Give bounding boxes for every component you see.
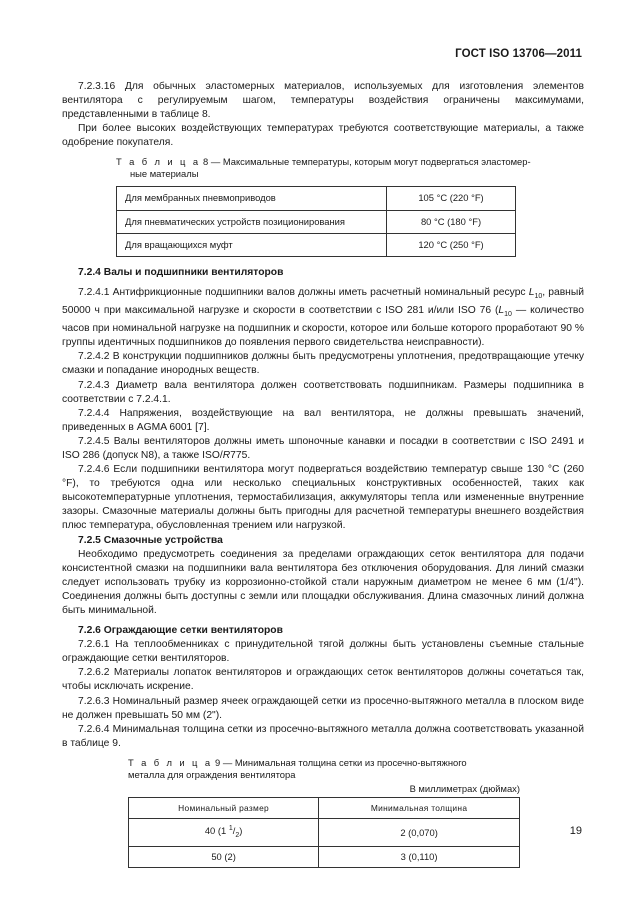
paragraph-7-2-4-5 <box>62 435 584 463</box>
table-row <box>129 819 520 847</box>
table9-unit: В миллиметрах (дюймах) <box>409 782 520 794</box>
table9-cell-thickness: 3 (0,110) <box>319 847 520 868</box>
table9-caption <box>128 757 520 781</box>
table9-header-col2: Минимальная толщина <box>319 797 520 818</box>
table-row <box>117 233 516 256</box>
table8-caption-line2: ные материалы <box>130 168 199 180</box>
section-heading-7-2-6: 7.2.6 Ограждающие сетки вентиляторов <box>78 625 283 637</box>
table9 <box>128 797 520 868</box>
table8-cell-value: 105 °С (220 °F) <box>387 187 516 210</box>
text-run: , равный 50000 ч при максимальной нагрузке и скорости в соответствии с ISO 281 и/или ISO 76 ( <box>62 286 584 316</box>
paragraph-7-2-5: Необходимо предусмотреть соединения за пределами ограждающих сеток вентилятора для подачи консистентной смазки на подшипники вала вентилятора без отключения оборудования. Для линий смазки следует использовать трубку из коррозионно-стойкой стали наружным диаметром не менее 6 мм (1/4"). Соединения должны быть доступны с земли или площадки обслуживания. Длина смазочных линий должна быть минимальной. <box>62 548 584 616</box>
paragraph-7-2-4-6: 7.2.4.6 Если подшипники вентилятора могут подвергаться воздействию температур свыше 130 °С (260 °F), то требуются одна или несколько специальных конструктивных особенностей, таких как высокотемпературные уплотнения, термостабилизация, аккумуляторы тепла или измененные внутренние зазоры. Смазочные материалы должны быть пригодны для расчетной температуры внешнего воздействия плюс температура, обусловленная трением или нагрузкой. <box>62 464 584 532</box>
paragraph-7-2-6-3: 7.2.6.3 Номинальный размер ячеек ограждающей сетки из просечно-вытяжного металла в плоском виде не должен превышать 50 мм (2"). <box>62 695 584 721</box>
text-run: 775. <box>230 449 251 461</box>
table-row <box>117 210 516 233</box>
text-run: 7.2.4.5 Валы вентиляторов должны иметь шпоночные канавки и посадки в соответствии с ISO 2491 и ISO 286 (допуск N8), а также ISO/ <box>62 435 584 461</box>
text-run: / <box>232 825 236 837</box>
paragraph-7-2-4-1 <box>62 286 584 350</box>
table8-cell-value: 120 °С (250 °F) <box>387 233 516 256</box>
paragraph-7-2-4-2: 7.2.4.2 В конструкции подшипников должны быть предусмотрены уплотнения, предотвращающие утечку смазки и попадание инородных веществ. <box>62 351 584 377</box>
table8-cell-label: Для вращающихся муфт <box>117 233 387 256</box>
paragraph-7-2-4-3: 7.2.4.3 Диаметр вала вентилятора должен соответствовать подшипникам. Размеры подшипника в соответствии с 7.2.4.1. <box>62 379 584 405</box>
text-run: 40 (1 <box>204 825 229 837</box>
paragraph-7-2-3-16: 7.2.3.16 Для обычных эластомерных материалов, используемых для изготовления элементов вентилятора с регулируемым шагом, температуры воздействия ограничены максимумами, представленными в таблице 8. <box>62 81 584 121</box>
document-body <box>62 80 584 868</box>
table8 <box>116 186 516 256</box>
text-run: L <box>498 304 505 316</box>
table9-block <box>128 757 520 868</box>
section-heading-7-2-4: 7.2.4 Валы и подшипники вентиляторов <box>78 266 284 278</box>
text-run: L <box>528 286 535 298</box>
table8-cell-label: Для мембранных пневмоприводов <box>117 187 387 210</box>
text-run: R <box>222 449 231 461</box>
table9-header-col1: Номинальный размер <box>129 797 319 818</box>
table-row <box>117 187 516 210</box>
text-run: 1 <box>228 825 233 833</box>
table9-caption-line2: металла для ограждения вентилятора <box>128 768 296 780</box>
table8-cell-value: 80 °С (180 °F) <box>387 210 516 233</box>
document-header: ГОСТ ISO 13706—2011 <box>455 48 582 60</box>
text-run: 2 <box>235 832 240 840</box>
text-run: 10 <box>504 311 512 319</box>
table9-cell-size: 50 (2) <box>129 847 319 868</box>
table8-caption-text: 8 — Максимальные температуры, которым могут подвергаться эластомер- <box>203 156 531 168</box>
page-number: 19 <box>569 825 582 837</box>
section-heading-7-2-5: 7.2.5 Смазочные устройства <box>78 534 223 546</box>
table8-caption <box>62 156 584 180</box>
paragraph-7-2-4-4: 7.2.4.4 Напряжения, воздействующие на вал вентилятора, не должны превышать значений, приведенных в AGMA 6001 [7]. <box>62 407 584 433</box>
text-run: 7.2.4.1 Антифрикционные подшипники валов должны иметь расчетный номинальный ресурс <box>78 286 529 298</box>
paragraph-7-2-6-1: 7.2.6.1 На теплообменниках с принудительной тягой должны быть установлены съемные стальные ограждающие сетки вентиляторов. <box>62 639 584 665</box>
text-run: ) <box>239 825 243 837</box>
paragraph-7-2-6-2: 7.2.6.2 Материалы лопаток вентиляторов и ограждающих сеток вентиляторов должны сочетаться так, чтобы исключать искрение. <box>62 667 584 693</box>
table8-caption-prefix: Т а б л и ц а <box>116 156 201 168</box>
text-run: 10 <box>534 292 543 300</box>
table-header-row <box>129 797 520 818</box>
table9-caption-prefix: Т а б л и ц а <box>128 756 213 768</box>
paragraph-higher-temperatures: При более высоких воздействующих температурах требуются соответствующие материалы, а также одобрение покупателя. <box>62 123 584 149</box>
text-run: — количество часов при номинальной нагрузке на подшипник и скорости, которое или больше которого проработают 90 % группы идентичных подшипников до появления первого свидетельства неисправности). <box>62 304 584 349</box>
table-row <box>129 847 520 868</box>
table9-cell-thickness: 2 (0,070) <box>319 819 520 847</box>
table9-cell-size <box>129 819 319 847</box>
table9-caption-text: 9 — Минимальная толщина сетки из просечно-вытяжного <box>215 756 467 768</box>
table8-cell-label: Для пневматических устройств позиционирования <box>117 210 387 233</box>
paragraph-7-2-6-4: 7.2.6.4 Минимальная толщина сетки из просечно-вытяжного металла должна соответствовать указанной в таблице 9. <box>62 723 584 749</box>
